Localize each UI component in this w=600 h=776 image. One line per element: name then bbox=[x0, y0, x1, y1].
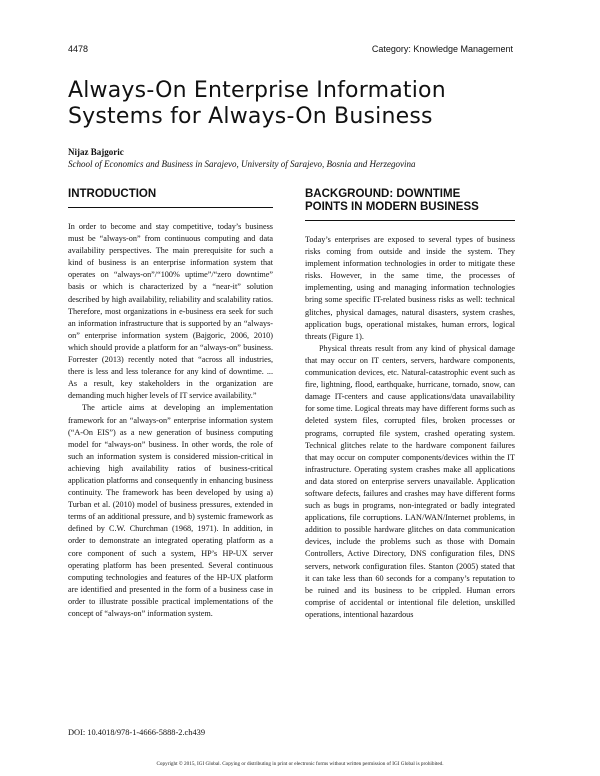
copyright-notice: Copyright © 2015, IGI Global. Copying or distributing in print or electronic forms without written permission of IGI Global is prohibited. bbox=[156, 761, 444, 767]
background-paragraph-1: Today’s enterprises are exposed to several types of business risks coming from outside and inside the system. They implement information technologies in order to mitigate these risks. However, in the same time, the processes of implementing, using and managing information technologies bring some specific IT-related business risks as well: technical glitches, physical damages, natural disasters, system crashes, application bugs, operational mistakes, human errors, logical threats (Figure 1). bbox=[305, 235, 515, 341]
introduction-heading: INTRODUCTION bbox=[68, 188, 157, 200]
doi-line: DOI: 10.4018/978-1-4666-5888-2.ch439 bbox=[68, 728, 206, 737]
background-heading-line-2: POINTS IN MODERN BUSINESS bbox=[305, 201, 479, 213]
background-heading bbox=[305, 188, 515, 214]
article-title-line-2: Systems for Always-On Business bbox=[68, 104, 433, 129]
page-number: 4478 bbox=[68, 44, 89, 54]
article-title-line-1: Always-On Enterprise Information bbox=[68, 78, 446, 103]
author-name: Nijaz Bajgoric bbox=[68, 147, 124, 157]
introduction-paragraph-1: In order to become and stay competitive, today’s business must be “always-on” from continuous computing and data availability perspectives. The main prerequisite for such a kind of business is an enterprise information system that operates on “always-on”/“100% uptime”/“zero downtime” basis or which is characterized by a “near-it” solution described by high availability, reliability and scalability ratios. Therefore, most organizations in e-business era seek for such an information infrastructure that is supported by an “always-on” enterprise information system (Bajgoric, 2006, 2010) which should provide a platform for an “always-on” business. Forrester (2013) recently noted that “across all industries, there is less and less tolerance for any kind of downtime. ... As a result, key stakeholders in the organization are demanding much higher levels of IT service availability.” bbox=[68, 222, 273, 401]
article-title bbox=[68, 78, 528, 130]
introduction-paragraph-2: The article aims at developing an implementation framework for an “always-on” enterprise information system (“A-On EIS”) as a new generation of business computing model for “always-on” business. In other words, the role of such an information system is considered mission-critical in achieving high availability ratios of business-critical application platforms and consequently in enhancing business continuity. The framework has been developed by using a) Turban et al. (2010) model of business pressures, extended in terms of an additional pressure, and b) systemic framework as defined by C.W. Churchman (1968, 1971). In addition, in order to demonstrate an integrated operating platform as a core component of such a system, HP’s HP-UX server operating platform has been presented. Several continuous computing technologies and features of the HP-UX platform are identified and presented in the form of a business case in order to illustrate possible practical implementations of the concept of “always-on” information system. bbox=[68, 403, 273, 618]
background-paragraph-2: Physical threats result from any kind of physical damage that may occur on IT centers, servers, hardware components, communication devices, etc. Natural-catastrophic event such as fire, lightning, flood, earthquake, hurricane, tornado, snow, can damage IT-centers and cause applications/data unavailability for some time. Logical threats may have different forms such as deleted system files, corrupted files, broken processes or programs, corrupted file system, crashed operating system. Technical glitches relate to the hardware component failures that may occur on computer components/devices within the IT infrastructure. Operating system crashes make all applications and data stored on enterprise servers unavailable. Application software defects, failures and crashes may have different forms such as bugs in programs, non-integrated or badly integrated applications, file corruptions. LAN/WAN/Internet problems, in addition to possible hardware glitches on data communication devices, include the problems such as those with Domain Controllers, Active Directory, DNS configuration files, DNS servers, network configuration files. Stanton (2005) stated that it can take less than 60 seconds for a company’s reputation to be ruined and its business to be crippled. Human errors comprise of accidental or intentional file deletion, unskilled operations, intentional hazardous bbox=[305, 343, 515, 619]
background-heading-line-1: BACKGROUND: DOWNTIME bbox=[305, 188, 461, 200]
right-column bbox=[305, 188, 515, 621]
running-header-category: Category: Knowledge Management bbox=[371, 44, 513, 54]
author-affiliation: School of Economics and Business in Sarajevo, University of Sarajevo, Bosnia and Herzegovina bbox=[68, 159, 416, 169]
left-column bbox=[68, 188, 273, 620]
